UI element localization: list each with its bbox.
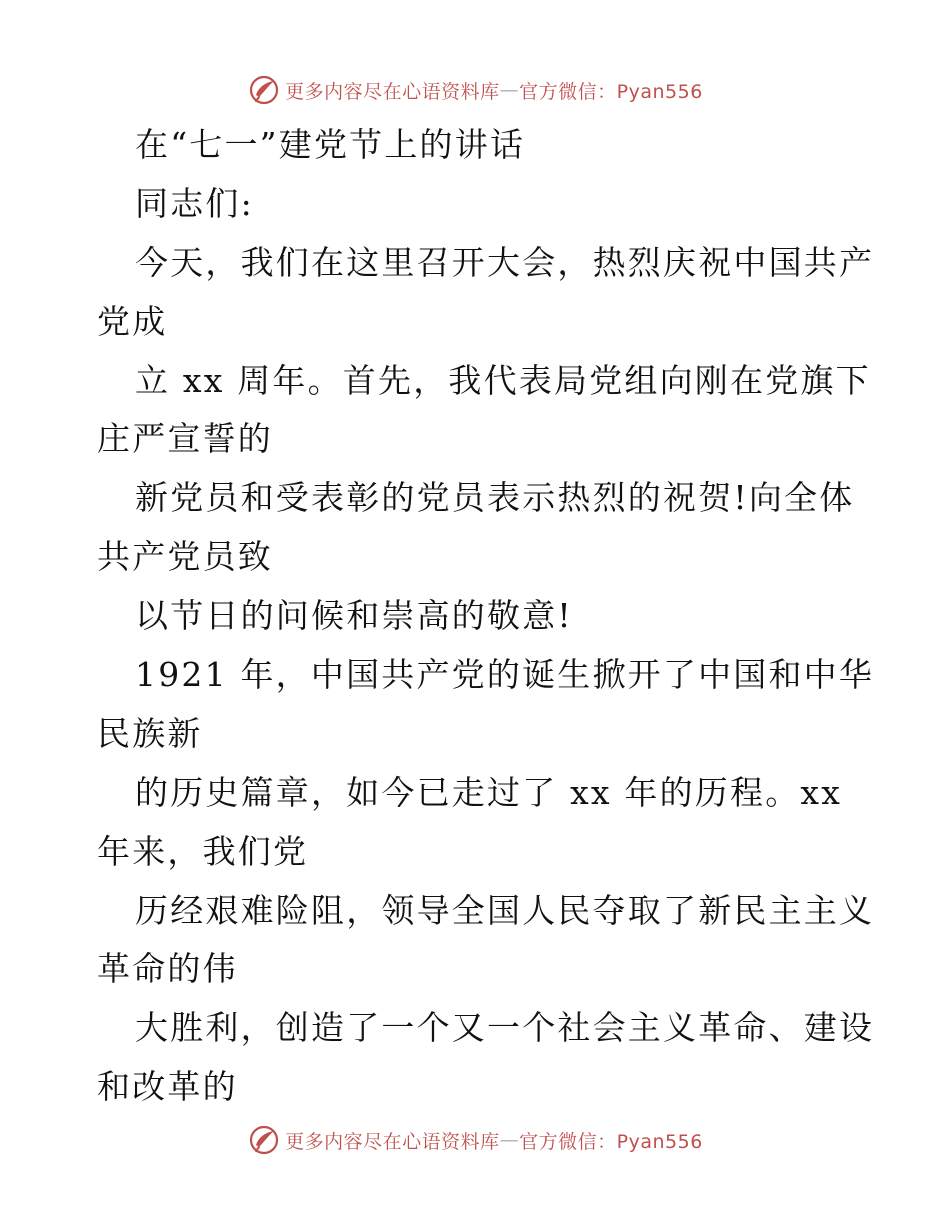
watermark-brand-text: 更多内容尽在心语资料库 [285,1130,500,1153]
text-line: 的历史篇章，如今已走过了 xx 年的历程。xx [135,772,843,812]
footer-watermark [0,1120,950,1160]
text-line: 民族新 [97,713,203,753]
text-line: 新党员和受表彰的党员表示热烈的祝贺!向全体 [135,478,855,518]
text-line: 立 xx 周年。首先，我代表局党组向刚在党旗下 [135,360,871,400]
text-line: 大胜利，创造了一个又一个社会主义革命、建设 [135,1008,875,1048]
watermark-contact-text: 官方微信：Pyan556 [519,1130,703,1153]
watermark-contact-text: 官方微信：Pyan556 [519,80,703,103]
text-line: 1921 年，中国共产党的诞生掀开了中国和中华 [135,655,875,695]
text-line: 和改革的 [97,1067,238,1107]
watermark-dash: — [499,1129,520,1151]
text-line: 共产党员致 [97,537,273,577]
brand-logo-icon [247,1123,281,1157]
text-line: 以节日的问候和崇高的敬意! [135,596,573,636]
header-watermark [0,70,950,110]
text-line: 同志们: [135,183,254,223]
text-line: 年来，我们党 [97,831,309,871]
document-title: 在“七一”建党节上的讲话 [135,125,526,164]
text-line: 党成 [97,301,168,341]
text-line: 庄严宣誓的 [97,419,273,459]
text-line: 今天，我们在这里召开大会，热烈庆祝中国共产 [135,242,875,282]
watermark-brand-text: 更多内容尽在心语资料库 [285,80,500,103]
text-line: 革命的伟 [97,949,238,989]
brand-logo-icon [247,73,281,107]
watermark-dash: — [499,79,520,101]
document-body [0,116,950,1117]
text-line: 历经艰难险阻，领导全国人民夺取了新民主主义 [135,890,875,930]
